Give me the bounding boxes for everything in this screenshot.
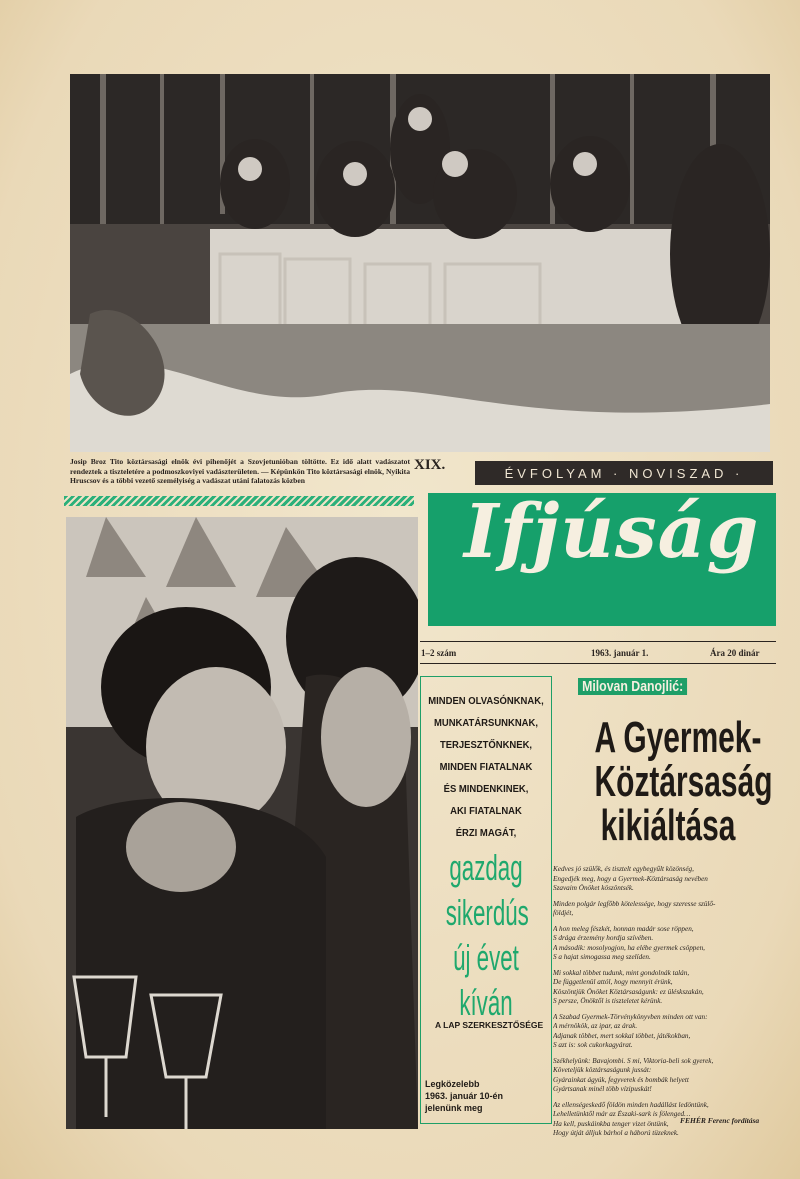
- poem-line: S drága érzemény hordja szívében.: [553, 934, 654, 942]
- poem-stanza: [553, 1013, 778, 1051]
- poem-line: A mérnökök, az ipar, az árak.: [553, 1022, 638, 1030]
- poem-line: földjét,: [553, 909, 574, 917]
- poem-line: Gyárainkat ágyúk, fegyverek és bombák helyett: [553, 1075, 689, 1084]
- poem-stanza: [553, 925, 778, 963]
- greeting-line: ÉS MINDENKINEK,: [443, 784, 529, 795]
- newspaper-title: Ifjúság: [464, 493, 760, 575]
- wish-line: új évet: [453, 937, 519, 978]
- volume-band: ÉVFOLYAM · NOVISZAD ·: [475, 461, 773, 485]
- poem-line: S a hajat simogassa meg szelíden.: [553, 953, 651, 961]
- issue-price: Ára 20 dinár: [710, 648, 760, 658]
- greeting-wish: [421, 845, 551, 1025]
- poem-line: Ha kell, puskáinkba tenger vizet öntünk,: [553, 1119, 669, 1128]
- decorative-stripe: [64, 496, 414, 506]
- photo-caption: Josip Broz Tito köztársasági elnök évi pihenőjét a Szovjetunióban töltötte. Ez idő alatt vadászatot rendeztek a tiszteletére a podmoszkoviyei vadászterületen. — Képünkön Tito köztársasági elnök, Nyikita Hruscsov és a többi vezető személyiség a vadászat utáni falatozás közben: [70, 457, 410, 485]
- poem-stanza: [553, 865, 778, 894]
- wish-line: gazdag: [449, 847, 523, 888]
- greeting-lines: [421, 691, 551, 845]
- issue-date: 1963. január 1.: [591, 648, 649, 658]
- poem-line: De függetlenül attól, hogy mennyit érünk,: [553, 978, 673, 986]
- poem-line: A Szabad Gyermek-Törvénykönyvben minden ott van:: [553, 1012, 708, 1021]
- poem-line: S persze, Önöktől is tiszteletet kérünk.: [553, 997, 663, 1005]
- divider-top: [420, 641, 776, 642]
- translator-credit: FEHÉR Ferenc fordítása: [680, 1116, 760, 1125]
- poem-line: Adjanak többet, mert sokkal többet, játékokban,: [553, 1031, 691, 1040]
- photo-couple: [66, 517, 418, 1129]
- issue-number: 1–2 szám: [421, 648, 457, 658]
- greeting-line: AKI FIATALNAK: [450, 806, 522, 817]
- poem-line: Köszöntjük Önöket Köztársaságunk: ez üléskszakán,: [553, 987, 704, 996]
- greeting-line: MINDEN OLVASÓNKNAK,: [428, 696, 544, 707]
- poem-line: Minden polgár legfőbb kötelessége, hogy szeresse szülő-: [553, 899, 716, 908]
- next-issue-notice: Legközelebb 1963. január 10-én jelenünk meg: [425, 1079, 504, 1113]
- article-poem: [553, 865, 778, 1145]
- poem-line: Kedves jó szülők, és tisztelt egybegyűlt közönség,: [553, 865, 694, 873]
- wish-line: sikerdús: [445, 892, 529, 933]
- poem-line: Követeljük köztársaságunk jussát:: [553, 1066, 652, 1074]
- greeting-line: ÉRZI MAGÁT,: [455, 828, 517, 839]
- masthead: [428, 493, 776, 626]
- poem-line: Gyártsanak minél több vízipuskát!: [553, 1085, 652, 1093]
- poem-line: A hon meleg fészkét, honnan madár sose röppen,: [553, 924, 694, 933]
- poem-line: Lehelletünktől már az Északi-sark is fölenged…: [553, 1110, 691, 1118]
- poem-line: Mi sokkal többet tudunk, mint gondolnák talán,: [553, 968, 690, 977]
- photo-hunting-meal: [70, 74, 770, 452]
- poem-stanza: [553, 969, 778, 1007]
- article-headline: A Gyermek- Köztársaság kikiáltása: [594, 713, 773, 850]
- poem-stanza: [553, 1057, 778, 1095]
- article-author: Milovan Danojlić:: [578, 678, 687, 695]
- poem-line: A második: mosolyogjon, ha elébe gyermek csöppen,: [553, 943, 705, 952]
- poem-line: S azt is: sok cukorkagyárat.: [553, 1041, 633, 1049]
- greeting-line: MUNKATÁRSUNKNAK,: [433, 718, 539, 729]
- greeting-line: TERJESZTŐNKNEK,: [439, 740, 533, 751]
- wish-line: kíván: [459, 982, 513, 1023]
- poem-line: Székhelyünk: Bavajombi. S mi, Viktoria-beli sok gyerek,: [553, 1056, 714, 1065]
- poem-line: Szavaim Önöket köszöntsék.: [553, 884, 634, 892]
- poem-line: Engedjék meg, hogy a Gyermek-Köztársaság nevében: [553, 874, 708, 883]
- volume-number: XIX.: [414, 457, 446, 473]
- poem-line: Hogy útját álljuk bárhol a háború tüzeknek.: [553, 1129, 679, 1137]
- editorial-signature: A LAP SZERKESZTŐSÉGE: [435, 1020, 544, 1030]
- poem-stanza: [553, 900, 778, 919]
- divider-bottom: [420, 663, 776, 664]
- poem-line: Az ellenségeskedő földön minden hadállást ledöntünk,: [553, 1100, 709, 1109]
- greeting-line: MINDEN FIATALNAK: [439, 762, 533, 773]
- new-year-greeting-box: [420, 676, 552, 1124]
